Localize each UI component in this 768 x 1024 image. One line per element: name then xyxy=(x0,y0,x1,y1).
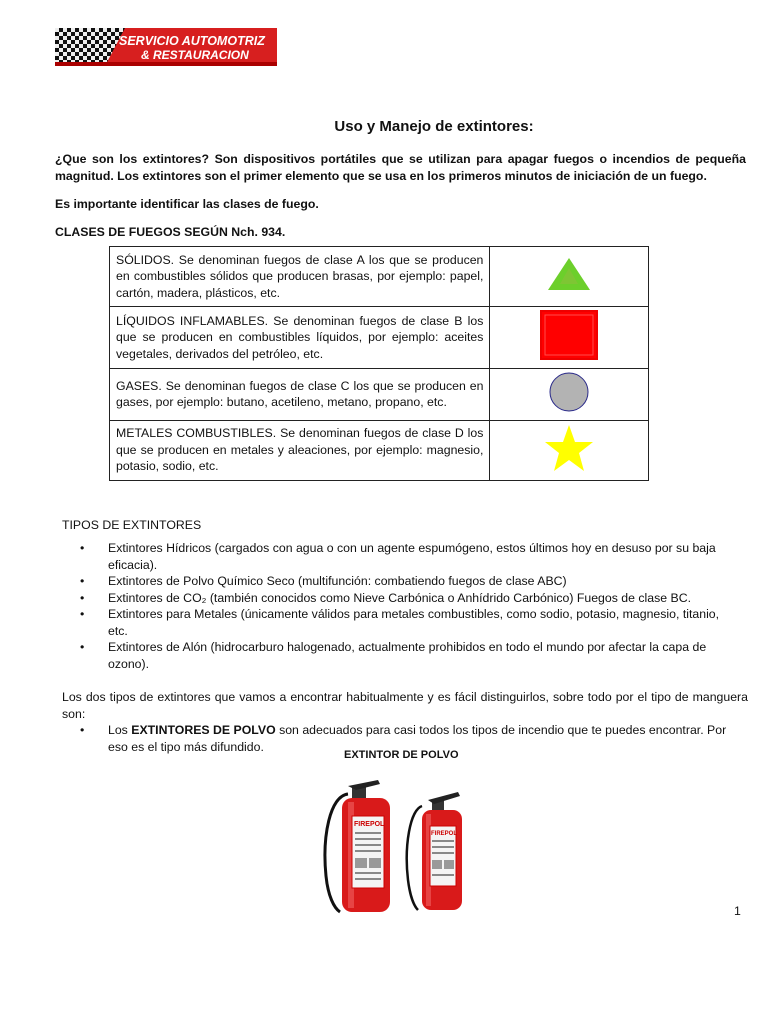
list-item-text: Extintores de Polvo Químico Seco (multifunción: combatiendo fuegos de clase ABC) xyxy=(108,574,567,588)
bullet-icon: • xyxy=(80,541,85,555)
fire-class-b-icon-cell xyxy=(490,307,649,369)
list-item xyxy=(80,573,720,590)
powder-bold: EXTINTORES DE POLVO xyxy=(131,723,276,737)
extinguisher-types-list xyxy=(80,540,720,672)
powder-suffix: son adecuados para casi todos los tipos de incendio que te puedes encontrar. Por eso es el tipo más difundido. xyxy=(108,723,727,754)
image-caption: EXTINTOR DE POLVO xyxy=(344,749,459,761)
list-item-text: Extintores de Alón (hidrocarburo halogenado, actualmente prohibidos en todo el mundo por afectar la capa de ozono). xyxy=(108,640,707,671)
fire-class-d-text: METALES COMBUSTIBLES. Se denominan fuegos de clase D los que se producen en metales y aleaciones, por ejemplo: magnesio, potasio, sodio, etc. xyxy=(110,420,490,480)
list-item xyxy=(80,540,720,573)
yellow-star-icon xyxy=(543,423,595,473)
bullet-icon: • xyxy=(80,640,85,654)
list-item-text: Extintores de CO₂ (también conocidos como Nieve Carbónica o Anhídrido Carbónico) Fuegos de clase BC. xyxy=(108,590,692,605)
list-item xyxy=(80,590,720,607)
company-logo xyxy=(55,28,277,66)
table-row xyxy=(110,247,649,307)
powder-prefix: Los xyxy=(108,723,132,737)
bullet-icon: • xyxy=(80,723,85,737)
list-item xyxy=(80,606,720,639)
fire-class-a-icon-cell xyxy=(490,247,649,307)
fire-class-d-icon-cell xyxy=(490,420,649,480)
extinguishers-image xyxy=(318,776,480,916)
fire-classes-table xyxy=(109,246,649,481)
list-item-text: Extintores para Metales (únicamente válidos para metales combustibles, como sodio, potasio, magnesio, titanio, etc. xyxy=(108,607,720,638)
list-item-text: Extintores Hídricos (cargados con agua o con un agente espumógeno, estos últimos hoy en desuso por su baja eficacia). xyxy=(108,541,716,572)
green-triangle-icon xyxy=(544,254,594,294)
page-number: 1 xyxy=(734,904,741,918)
hoses-paragraph: Los dos tipos de extintores que vamos a encontrar habitualmente y es fácil distinguirlos, sobre todo por el tipo de manguera son: xyxy=(62,690,748,721)
fire-class-a-text: SÓLIDOS. Se denominan fuegos de clase A los que se producen en combustibles sólidos que producen brasas, por ejemplo: papel, cartón, madera, plásticos, etc. xyxy=(110,247,490,307)
fire-class-b-text: LÍQUIDOS INFLAMABLES. Se denominan fuegos de clase B los que se producen en combustibles líquidos, por ejemplo: aceites vegetales, derivados del petróleo, etc. xyxy=(110,307,490,369)
logo-line-2: & RESTAURACION xyxy=(141,48,249,62)
intro-paragraph: ¿Que son los extintores? Son dispositivos portátiles que se utilizan para apagar fuegos o incendios de pequeña magnitud. Los extintores son el primer elemento que se usa en los primeros minutos de iniciación de un fuego. xyxy=(55,152,746,183)
brand-label-small: FIREPOL xyxy=(431,831,458,837)
table-row xyxy=(110,369,649,421)
bullet-icon: • xyxy=(80,590,85,605)
brand-label: FIREPOL xyxy=(354,821,385,828)
fire-class-c-icon-cell xyxy=(490,369,649,421)
classes-heading: CLASES DE FUEGOS SEGÚN Nch. 934. xyxy=(55,225,286,239)
important-note: Es importante identificar las clases de fuego. xyxy=(55,197,319,211)
list-item xyxy=(80,639,720,672)
logo-line-1: SERVICIO AUTOMOTRIZ xyxy=(119,34,265,48)
table-row xyxy=(110,307,649,369)
bullet-icon: • xyxy=(80,607,85,621)
types-heading: TIPOS DE EXTINTORES xyxy=(62,518,202,532)
bullet-icon: • xyxy=(80,574,85,588)
table-row xyxy=(110,420,649,480)
page-title: Uso y Manejo de extintores: xyxy=(334,118,534,135)
gray-circle-icon xyxy=(547,370,591,414)
red-square-icon xyxy=(539,309,599,361)
fire-class-c-text: GASES. Se denominan fuegos de clase C los que se producen en gases, por ejemplo: butano, acetileno, metano, propano, etc. xyxy=(110,369,490,421)
